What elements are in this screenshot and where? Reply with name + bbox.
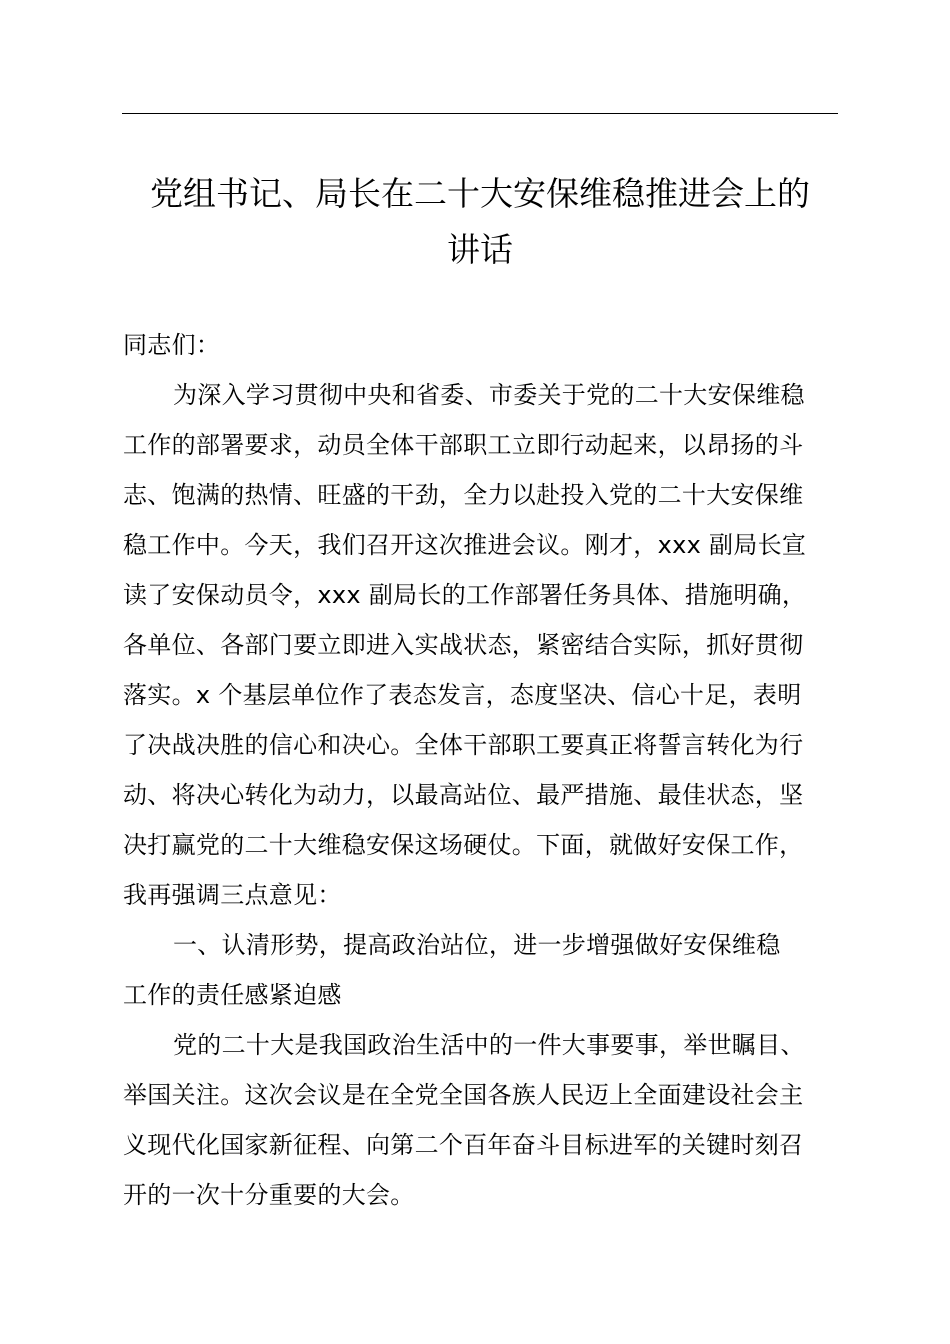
title-line-1: 党组书记、局长在二十大安保维稳推进会上的 xyxy=(150,174,810,213)
body-line: 党的二十大是我国政治生活中的一件大事要事，举世瞩目、 xyxy=(173,1031,805,1059)
body-line: 为深入学习贯彻中央和省委、市委关于党的二十大安保维稳 xyxy=(173,381,805,409)
document-title xyxy=(110,166,850,278)
body-line: 了决战决胜的信心和决心。全体干部职工要真正将誓言转化为行 xyxy=(123,731,804,759)
body-line: 落实。x 个基层单位作了表态发言，态度坚决、信心十足，表明 xyxy=(123,681,802,709)
body-line: 动、将决心转化为动力，以最高站位、最严措施、最佳状态，坚 xyxy=(123,781,804,809)
document-body xyxy=(123,320,839,1220)
body-line: 工作的部署要求，动员全体干部职工立即行动起来，以昂扬的斗 xyxy=(123,431,804,459)
body-line: 举国关注。这次会议是在全党全国各族人民迈上全面建设社会主 xyxy=(123,1081,804,1109)
title-line-2: 讲话 xyxy=(447,230,513,269)
body-line: 我再强调三点意见： xyxy=(123,881,342,909)
body-line: 稳工作中。今天，我们召开这次推进会议。刚才，xxx 副局长宣 xyxy=(123,531,807,559)
body-line: 志、饱满的热情、旺盛的干劲，全力以赴投入党的二十大安保维 xyxy=(123,481,804,509)
section-heading-line: 一、认清形势，提高政治站位，进一步增强做好安保维稳 xyxy=(173,931,781,959)
section-heading-line: 工作的责任感紧迫感 xyxy=(123,981,342,1009)
header-rule xyxy=(122,113,838,114)
salutation: 同志们： xyxy=(123,331,221,359)
body-line: 决打赢党的二十大维稳安保这场硬仗。下面，就做好安保工作， xyxy=(123,831,804,859)
body-line: 各单位、各部门要立即进入实战状态，紧密结合实际，抓好贯彻 xyxy=(123,631,804,659)
body-line: 读了安保动员令，xxx 副局长的工作部署任务具体、措施明确， xyxy=(123,581,807,609)
body-line: 开的一次十分重要的大会。 xyxy=(123,1181,415,1209)
body-line: 义现代化国家新征程、向第二个百年奋斗目标进军的关键时刻召 xyxy=(123,1131,804,1159)
